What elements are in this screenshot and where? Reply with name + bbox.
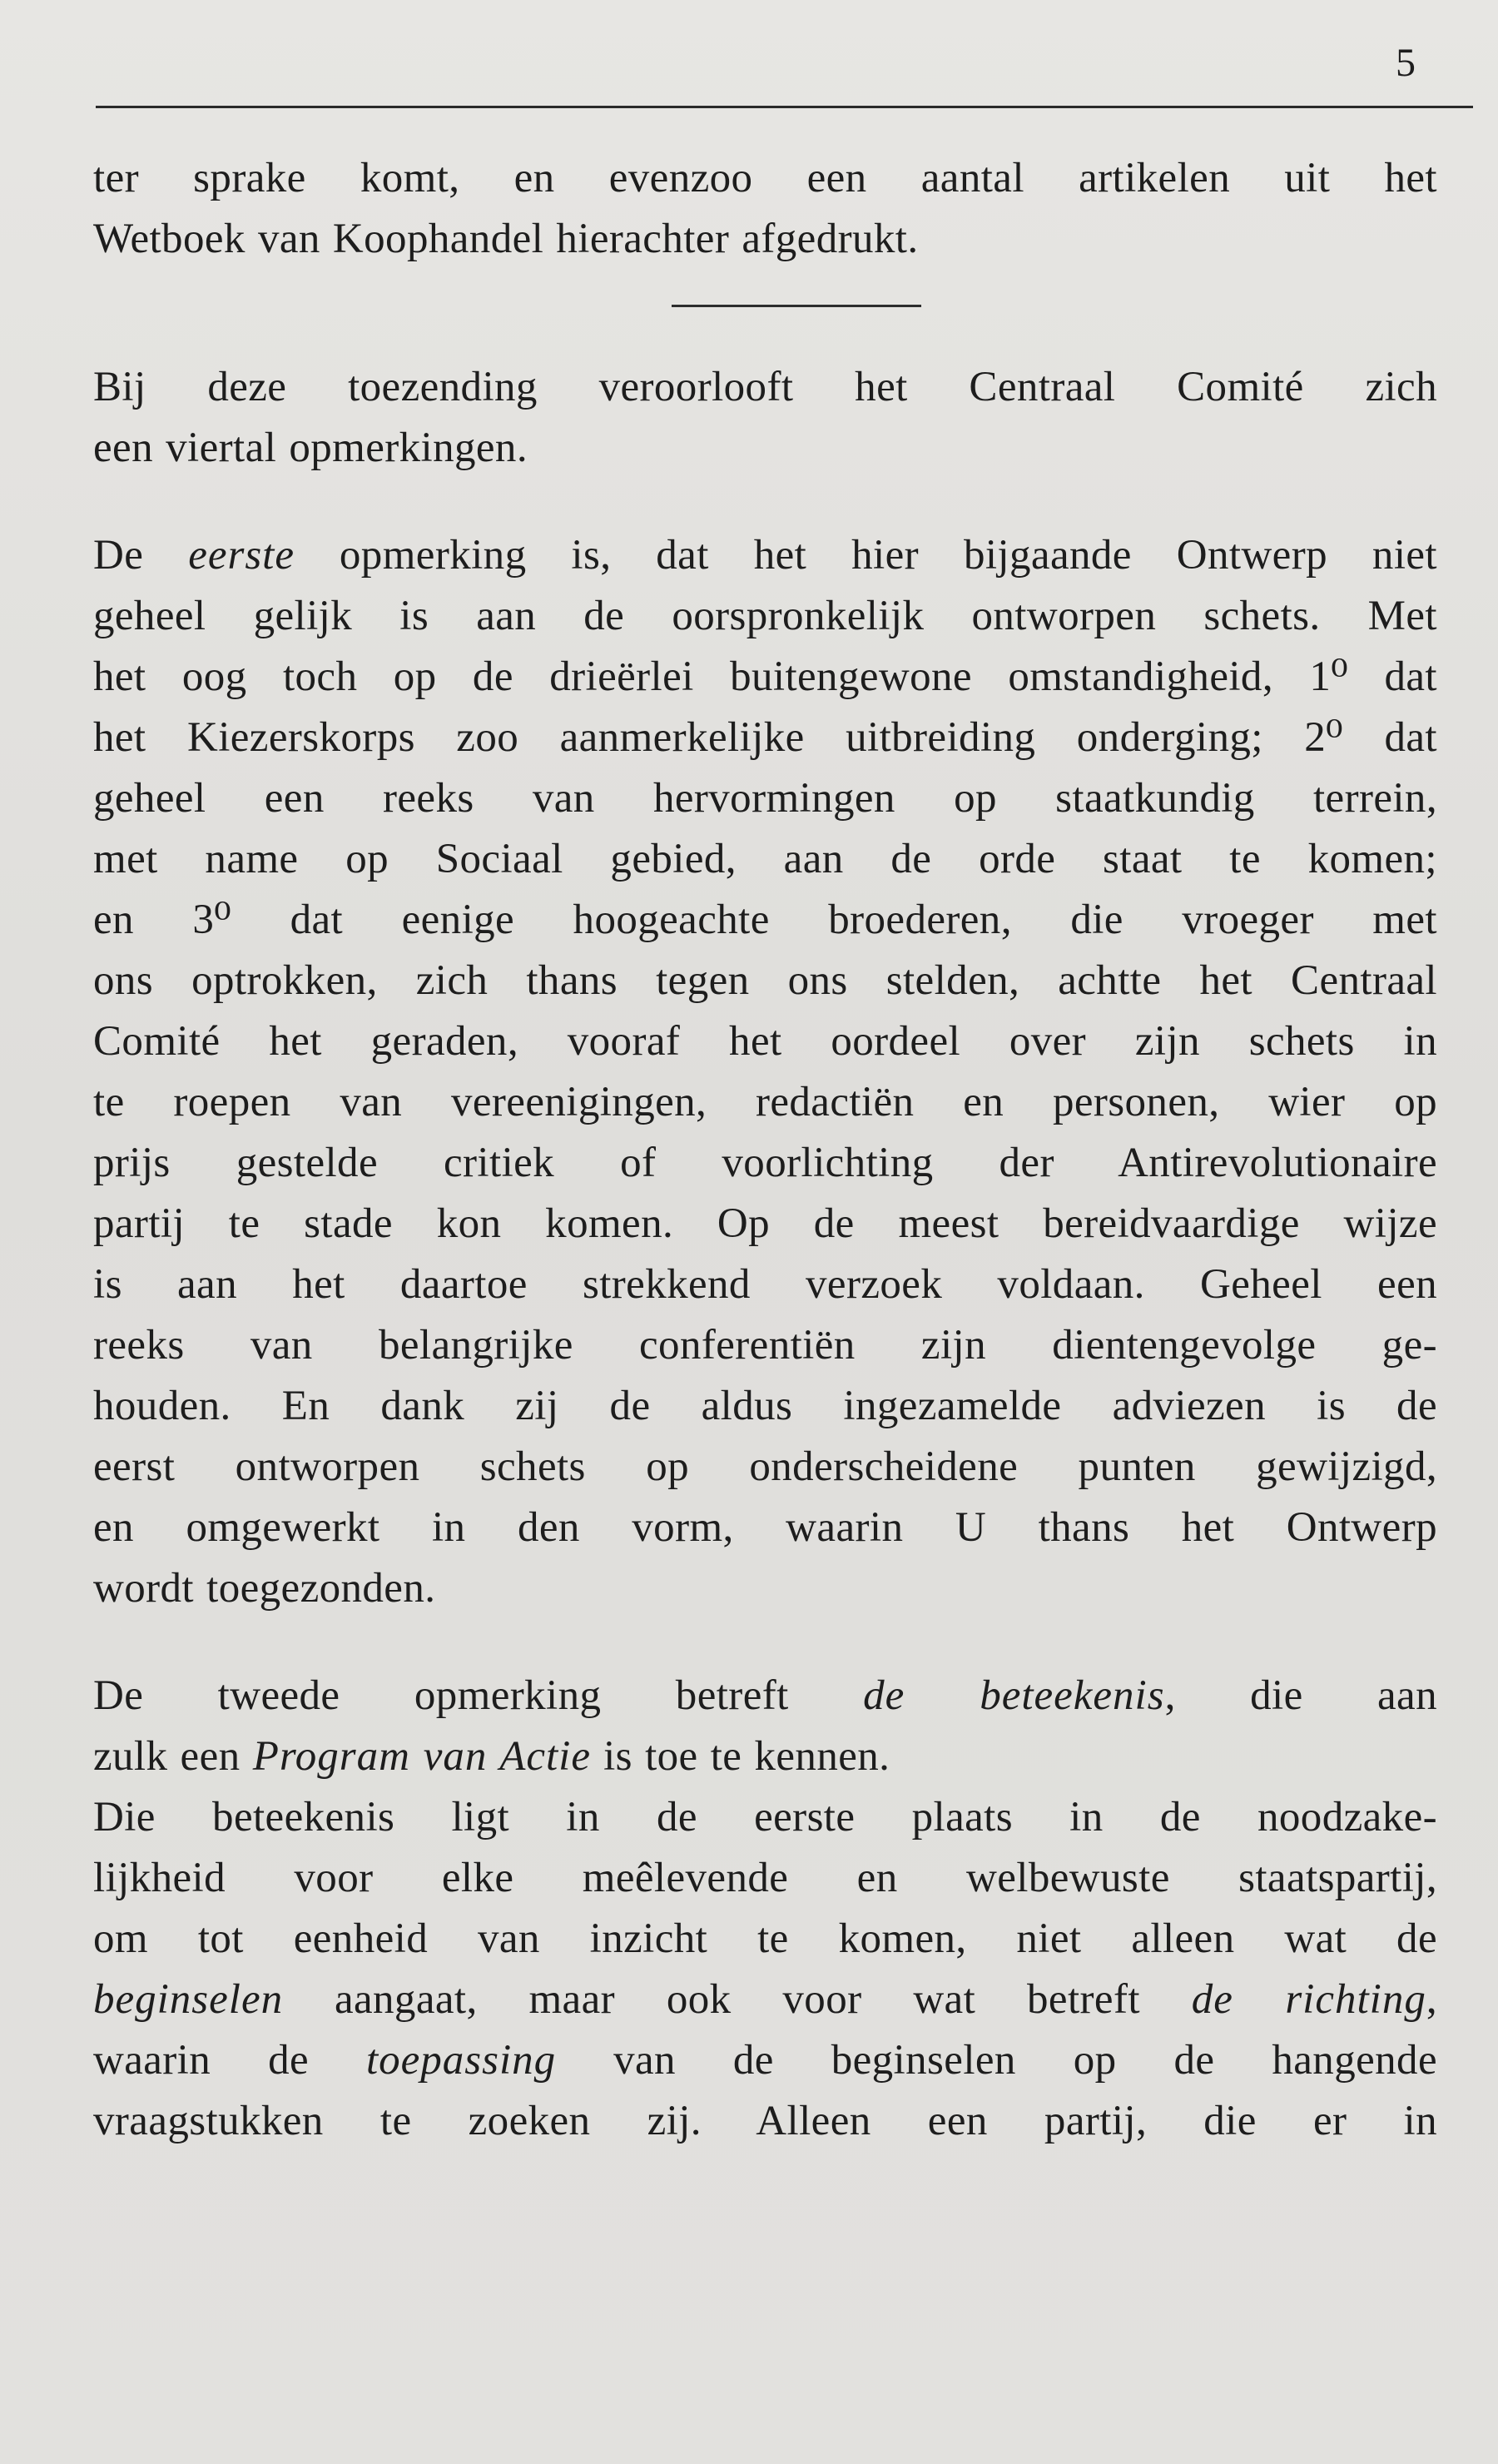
header-rule bbox=[96, 106, 1473, 108]
text-line: reeks van belangrijke conferentiën zijn dientengevolge ge- bbox=[93, 1322, 1437, 1369]
text-line: geheel gelijk is aan de oorspronkelijk ontworpen schets. Met bbox=[93, 593, 1437, 639]
text-line: en 3⁰ dat eenige hoogeachte broederen, die vroeger met bbox=[93, 897, 1437, 943]
text-line bbox=[93, 1970, 1437, 2030]
paragraph-gap bbox=[93, 479, 1437, 525]
emphasis-de-beteekenis: de beteekenis bbox=[863, 1672, 1165, 1719]
text-line: Die beteekenis ligt in de eerste plaats in de noodzake- bbox=[93, 1794, 1437, 1841]
text-line bbox=[93, 525, 1437, 586]
text-run: waarin de bbox=[93, 2037, 366, 2084]
text-line: met name op Sociaal gebied, aan de orde staat te komen; bbox=[93, 836, 1437, 882]
text-line: Wetboek van Koophandel hierachter afgedrukt. bbox=[93, 216, 919, 262]
text-run: zulk een bbox=[93, 1733, 253, 1780]
text-line: lijkheid voor elke meêlevende en welbewuste staatspartij, bbox=[93, 1855, 1437, 1901]
text-run: , bbox=[1426, 1976, 1437, 2023]
text-line bbox=[93, 1726, 1437, 1787]
text-line: een viertal opmerkingen. bbox=[93, 425, 528, 471]
text-run: aangaat, maar ook voor wat betreft bbox=[283, 1976, 1192, 2023]
text-line: en omgewerkt in den vorm, waarin U thans het Ontwerp bbox=[93, 1504, 1437, 1551]
page-number: 5 bbox=[1396, 41, 1416, 85]
text-run: De tweede opmerking betreft bbox=[93, 1672, 864, 1719]
text-line bbox=[93, 1666, 1437, 1726]
emphasis-beginselen: beginselen bbox=[93, 1976, 284, 2023]
text-line: wordt toegezonden. bbox=[93, 1565, 436, 1612]
emphasis-toepassing: toepassing bbox=[365, 2037, 557, 2084]
text-line: ter sprake komt, en evenzoo een aantal artikelen uit het bbox=[93, 155, 1437, 201]
text-line: te roepen van vereenigingen, redactiën en personen, wier op bbox=[93, 1079, 1437, 1125]
text-line: partij te stade kon komen. Op de meest bereidvaardige wijze bbox=[93, 1200, 1437, 1247]
emphasis-de-richting: de richting bbox=[1191, 1976, 1426, 2023]
text-line: Bij deze toezending veroorlooft het Centraal Comité zich bbox=[93, 364, 1437, 410]
text-line: houden. En dank zij de aldus ingezamelde adviezen is de bbox=[93, 1383, 1437, 1429]
text-line: ons optrokken, zich thans tegen ons stelden, achtte het Centraal bbox=[93, 957, 1437, 1004]
body-text bbox=[93, 148, 1437, 2152]
section-separator bbox=[672, 305, 921, 307]
text-line: geheel een reeks van hervormingen op staatkundig terrein, bbox=[93, 775, 1437, 822]
text-run: van de beginselen op de hangende bbox=[556, 2037, 1437, 2084]
text-line: eerst ontworpen schets op onderscheidene punten gewijzigd, bbox=[93, 1443, 1437, 1490]
text-line: prijs gestelde critiek of voorlichting der Antirevolutionaire bbox=[93, 1140, 1437, 1186]
emphasis-program-van-actie: Program van Actie bbox=[252, 1733, 591, 1780]
text-run: , die aan bbox=[1164, 1672, 1437, 1719]
text-line: om tot eenheid van inzicht te komen, niet alleen wat de bbox=[93, 1915, 1437, 1962]
text-run: De bbox=[93, 532, 189, 579]
emphasis-eerste: eerste bbox=[188, 532, 295, 579]
text-line bbox=[93, 2030, 1437, 2091]
text-run: is toe te kennen. bbox=[590, 1733, 890, 1780]
text-line: het Kiezerskorps zoo aanmerkelijke uitbreiding onderging; 2⁰ dat bbox=[93, 714, 1437, 761]
text-run: opmerking is, dat het hier bijgaande Ontwerp niet bbox=[294, 532, 1437, 579]
text-line: Comité het geraden, vooraf het oordeel over zijn schets in bbox=[93, 1018, 1437, 1065]
paragraph-gap bbox=[93, 1619, 1437, 1666]
text-line: vraagstukken te zoeken zij. Alleen een partij, die er in bbox=[93, 2098, 1437, 2144]
text-line: het oog toch op de drieërlei buitengewone omstandigheid, 1⁰ dat bbox=[93, 653, 1437, 700]
text-line: is aan het daartoe strekkend verzoek voldaan. Geheel een bbox=[93, 1261, 1437, 1308]
